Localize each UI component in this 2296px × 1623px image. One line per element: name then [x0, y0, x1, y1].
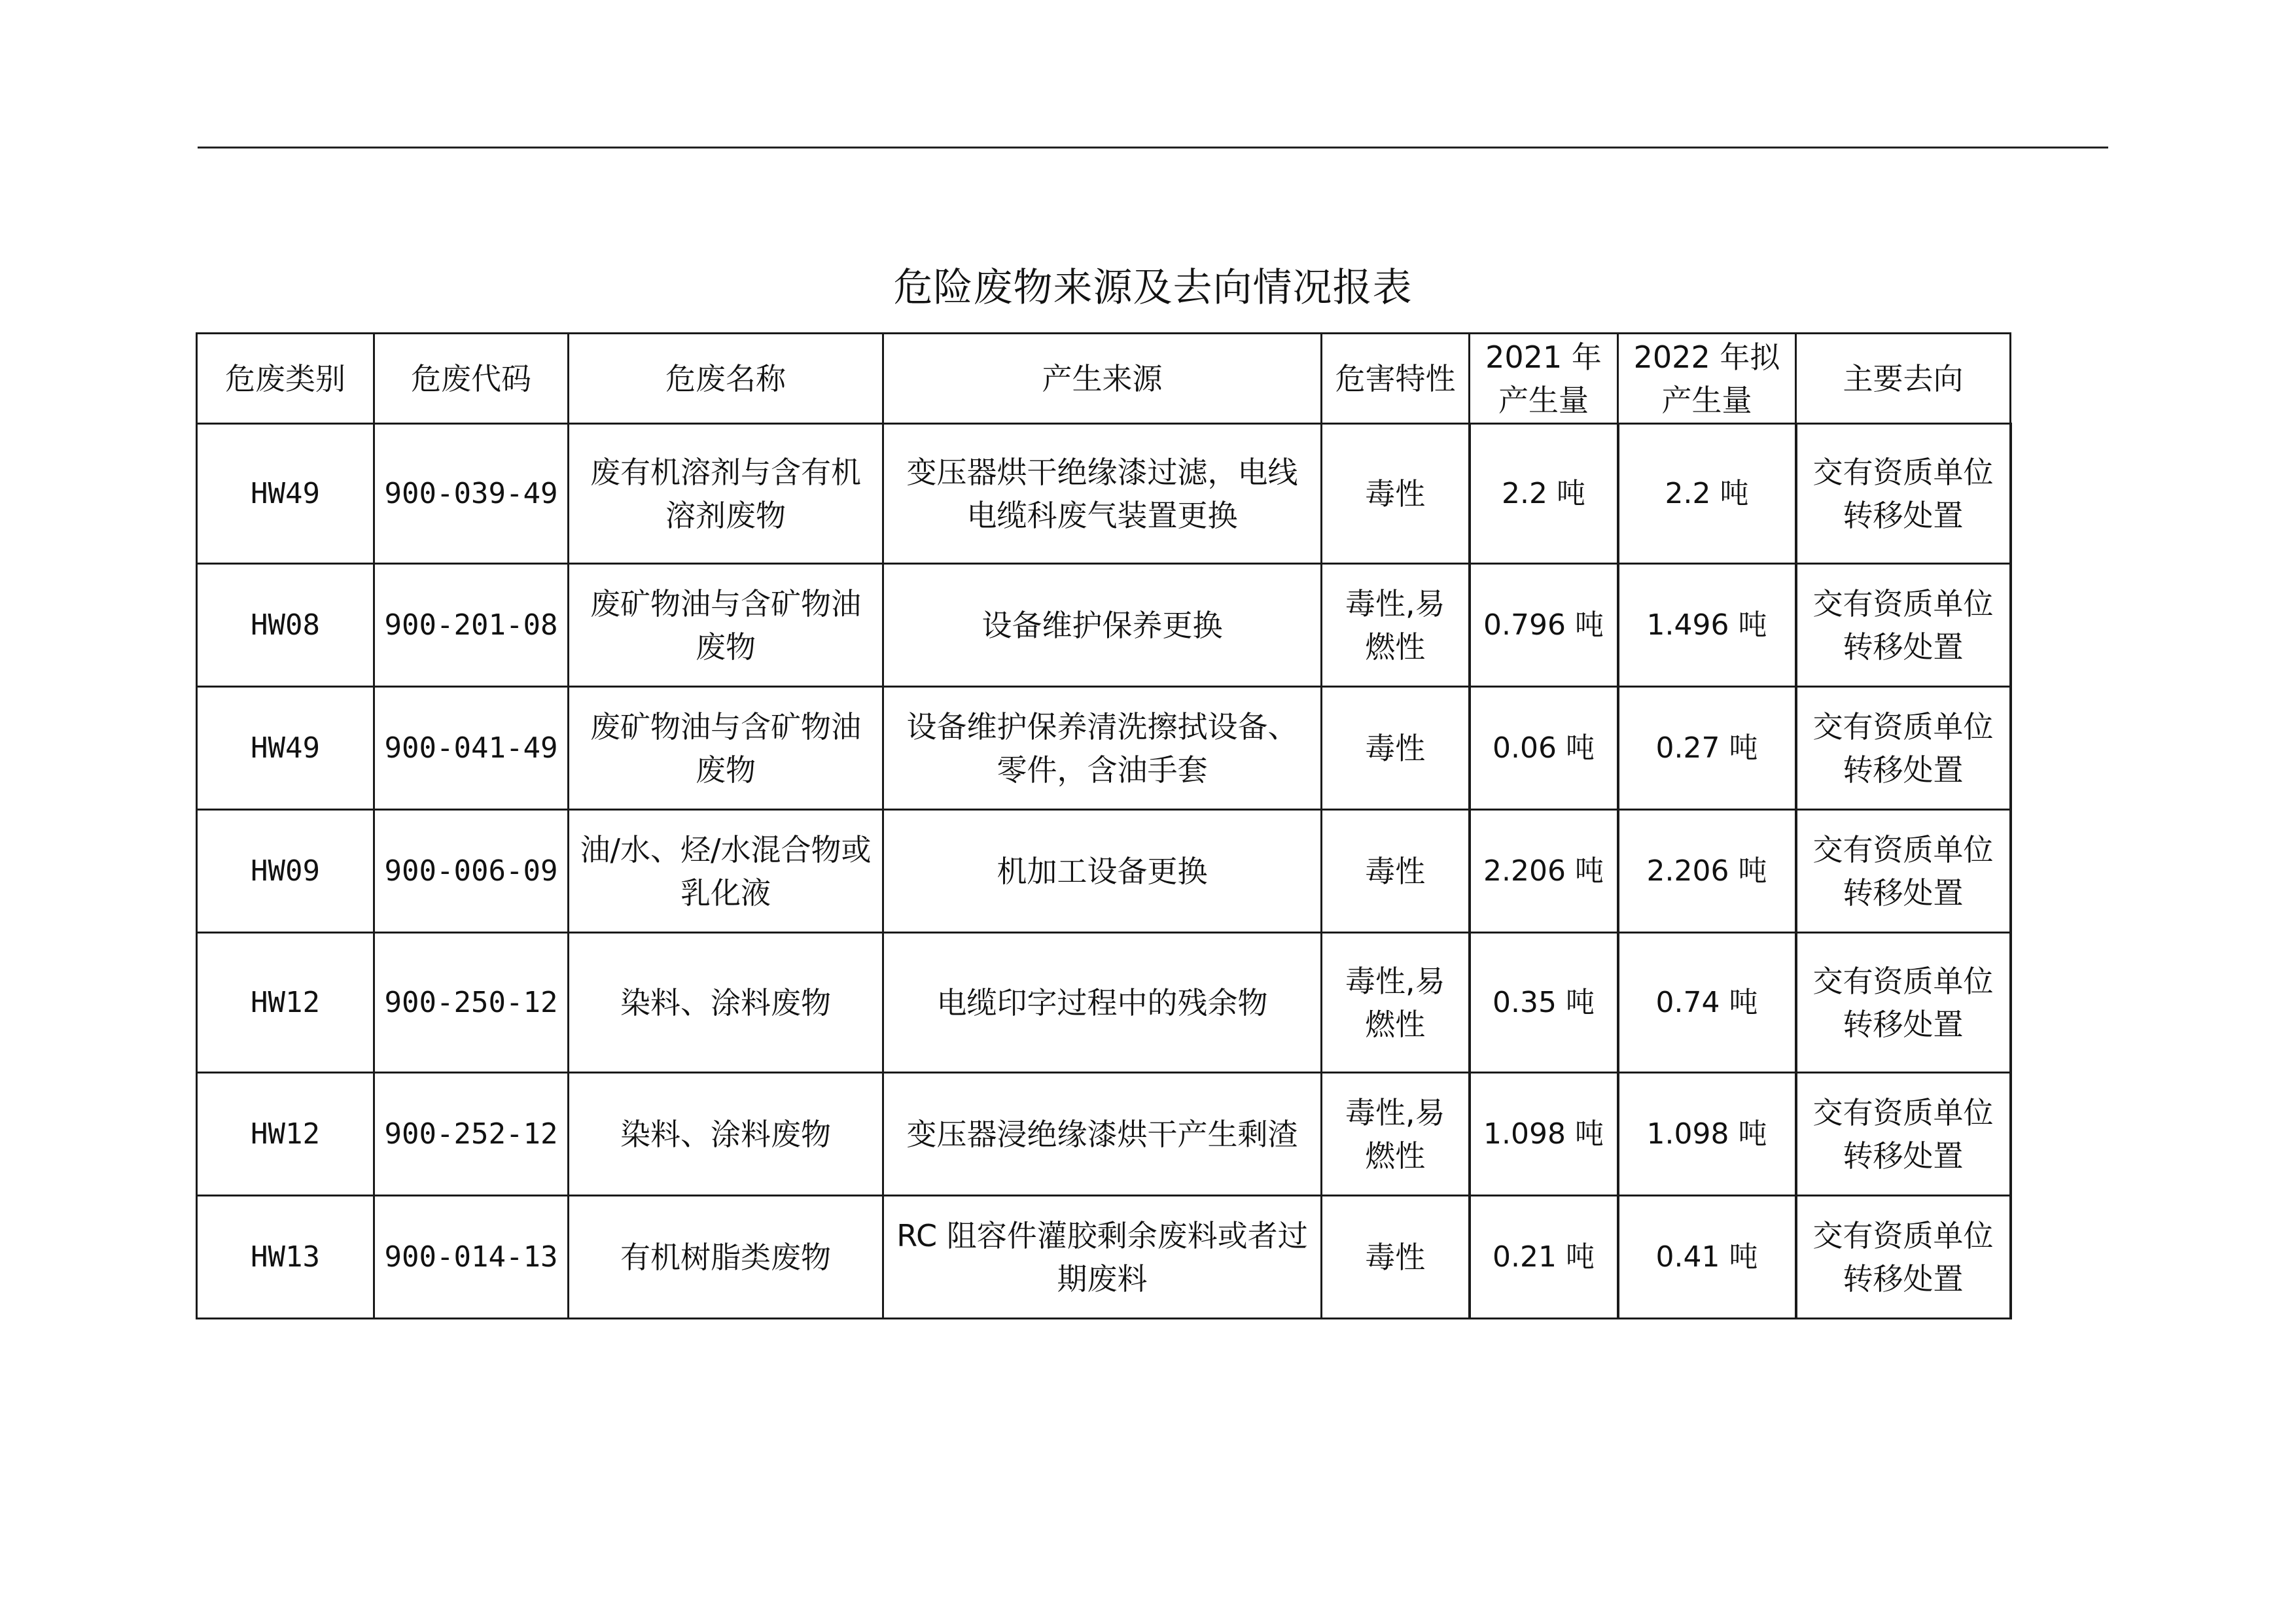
cell-category: HW13: [197, 1196, 374, 1319]
cell-source: 电缆印字过程中的残余物: [883, 933, 1322, 1073]
cell-category: HW12: [197, 1073, 374, 1196]
cell-name: 有机树脂类废物: [569, 1196, 883, 1319]
header-rule: [198, 147, 2108, 148]
cell-hazard: 毒性: [1322, 687, 1470, 810]
cell-amount-2022: 0.41 吨: [1618, 1196, 1796, 1319]
cell-amount-2022: 0.27 吨: [1618, 687, 1796, 810]
table-header-row: [197, 334, 2011, 424]
cell-amount-2022: 2.2 吨: [1618, 424, 1796, 564]
header-destination: 主要去向: [1796, 334, 2011, 424]
header-code: 危废代码: [374, 334, 569, 424]
cell-name: 废矿物油与含矿物油废物: [569, 564, 883, 687]
cell-destination: 交有资质单位转移处置: [1796, 424, 2011, 564]
cell-amount-2022: 2.206 吨: [1618, 810, 1796, 933]
cell-hazard: 毒性: [1322, 1196, 1470, 1319]
cell-amount-2021: 0.06 吨: [1470, 687, 1618, 810]
cell-amount-2021: 0.796 吨: [1470, 564, 1618, 687]
cell-name: 油/水、烃/水混合物或乳化液: [569, 810, 883, 933]
cell-amount-2021: 1.098 吨: [1470, 1073, 1618, 1196]
cell-code: 900-041-49: [374, 687, 569, 810]
cell-name: 染料、涂料废物: [569, 933, 883, 1073]
cell-name: 染料、涂料废物: [569, 1073, 883, 1196]
header-amount-2022: 2022 年拟产生量: [1618, 334, 1796, 424]
cell-destination: 交有资质单位转移处置: [1796, 564, 2011, 687]
cell-destination: 交有资质单位转移处置: [1796, 687, 2011, 810]
cell-category: HW12: [197, 933, 374, 1073]
cell-amount-2021: 2.206 吨: [1470, 810, 1618, 933]
table-row: [197, 1073, 2011, 1196]
table-row: [197, 810, 2011, 933]
cell-amount-2021: 0.35 吨: [1470, 933, 1618, 1073]
cell-code: 900-201-08: [374, 564, 569, 687]
cell-amount-2022: 1.098 吨: [1618, 1073, 1796, 1196]
table-row: [197, 687, 2011, 810]
cell-category: HW49: [197, 687, 374, 810]
cell-name: 废矿物油与含矿物油废物: [569, 687, 883, 810]
header-name: 危废名称: [569, 334, 883, 424]
cell-source: 变压器浸绝缘漆烘干产生剩渣: [883, 1073, 1322, 1196]
cell-hazard: 毒性,易燃性: [1322, 564, 1470, 687]
cell-amount-2022: 1.496 吨: [1618, 564, 1796, 687]
cell-source: 设备维护保养清洗擦拭设备、零件，含油手套: [883, 687, 1322, 810]
cell-source: 设备维护保养更换: [883, 564, 1322, 687]
cell-category: HW08: [197, 564, 374, 687]
cell-code: 900-014-13: [374, 1196, 569, 1319]
cell-category: HW09: [197, 810, 374, 933]
header-hazard: 危害特性: [1322, 334, 1470, 424]
header-amount-2021: 2021 年产生量: [1470, 334, 1618, 424]
table-row: [197, 1196, 2011, 1319]
cell-destination: 交有资质单位转移处置: [1796, 810, 2011, 933]
cell-source: 机加工设备更换: [883, 810, 1322, 933]
cell-amount-2021: 2.2 吨: [1470, 424, 1618, 564]
cell-code: 900-006-09: [374, 810, 569, 933]
cell-code: 900-250-12: [374, 933, 569, 1073]
cell-hazard: 毒性,易燃性: [1322, 933, 1470, 1073]
cell-category: HW49: [197, 424, 374, 564]
cell-source: RC 阻容件灌胶剩余废料或者过期废料: [883, 1196, 1322, 1319]
cell-code: 900-039-49: [374, 424, 569, 564]
cell-amount-2021: 0.21 吨: [1470, 1196, 1618, 1319]
table-row: [197, 933, 2011, 1073]
header-source: 产生来源: [883, 334, 1322, 424]
report-title: 危险废物来源及去向情况报表: [893, 265, 1413, 311]
cell-amount-2022: 0.74 吨: [1618, 933, 1796, 1073]
table-row: [197, 564, 2011, 687]
cell-destination: 交有资质单位转移处置: [1796, 1196, 2011, 1319]
cell-code: 900-252-12: [374, 1073, 569, 1196]
cell-name: 废有机溶剂与含有机溶剂废物: [569, 424, 883, 564]
cell-hazard: 毒性: [1322, 424, 1470, 564]
cell-source: 变压器烘干绝缘漆过滤，电线电缆科废气装置更换: [883, 424, 1322, 564]
header-category: 危废类别: [197, 334, 374, 424]
cell-destination: 交有资质单位转移处置: [1796, 933, 2011, 1073]
cell-hazard: 毒性: [1322, 810, 1470, 933]
hazardous-waste-table: [196, 332, 2012, 1319]
cell-destination: 交有资质单位转移处置: [1796, 1073, 2011, 1196]
table-row: [197, 424, 2011, 564]
cell-hazard: 毒性,易燃性: [1322, 1073, 1470, 1196]
